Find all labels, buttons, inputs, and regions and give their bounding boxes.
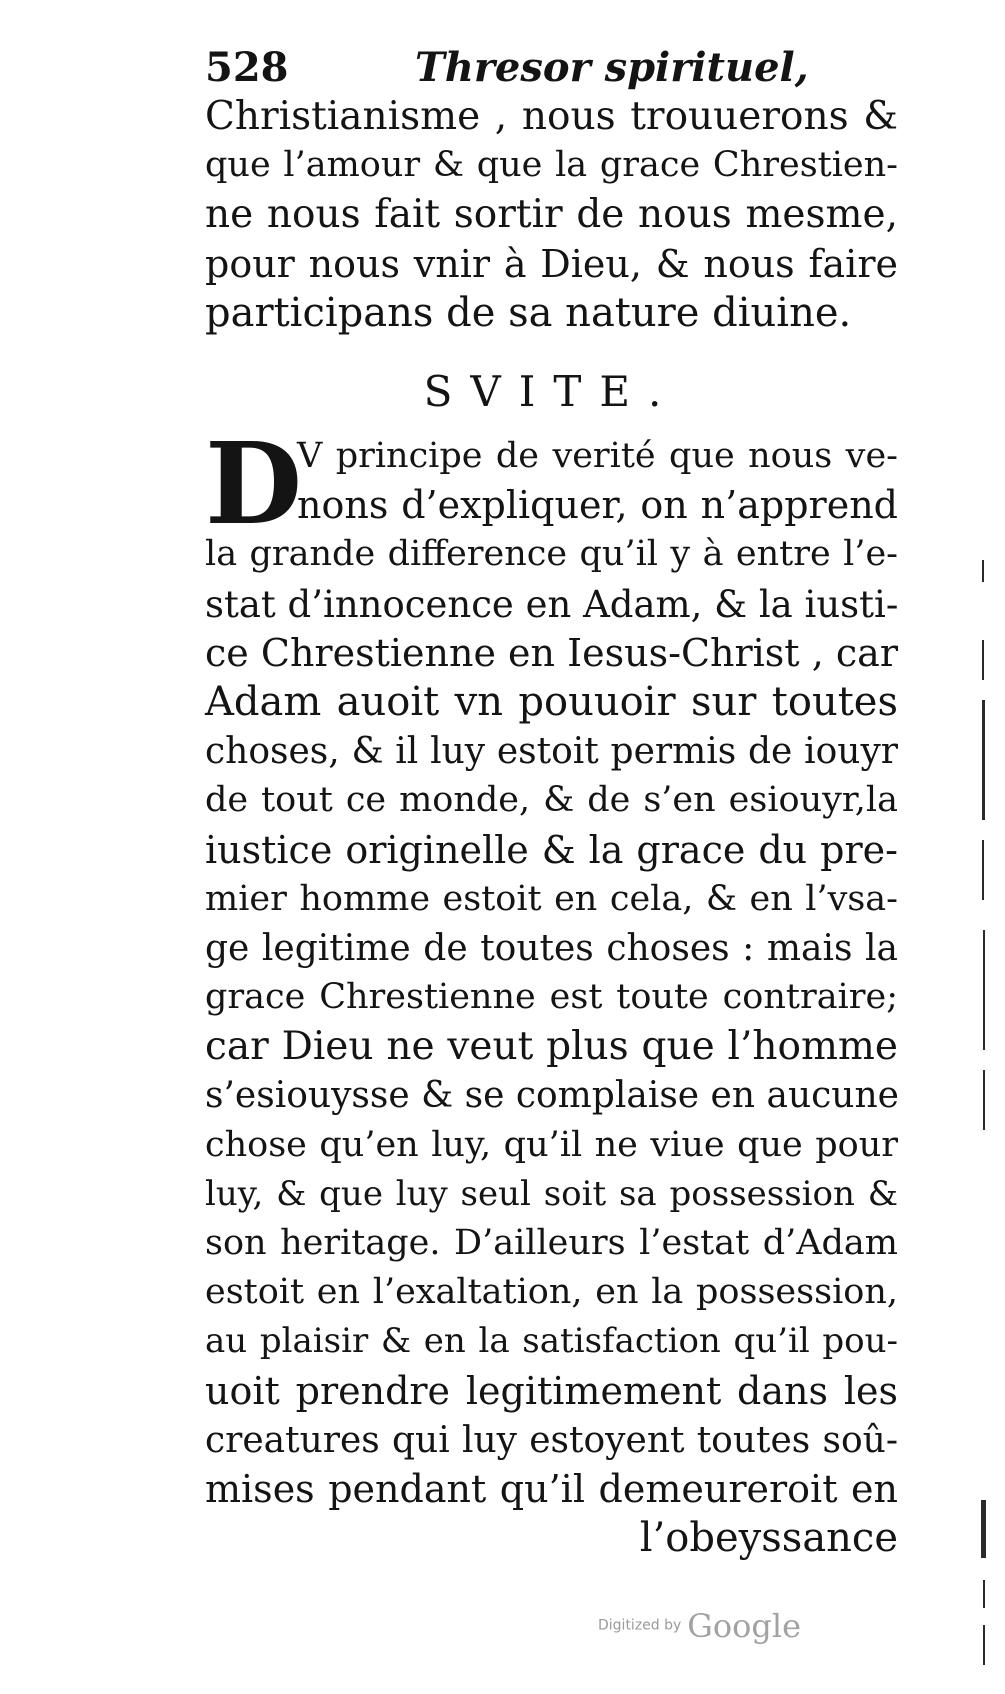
text-line: car Dieu ne veut plus que l’homme <box>205 1024 898 1070</box>
scan-mark <box>983 1625 985 1665</box>
google-wordmark: Google <box>687 1606 802 1645</box>
text-line: Adam auoit vn pouuoir sur toutes <box>205 678 898 725</box>
text-line: choses, & il luy estoit permis de iouyr <box>205 731 898 773</box>
text-line: s’esiouysse & se complaise en aucune <box>205 1075 899 1117</box>
paragraph-suite <box>205 419 899 1563</box>
running-head <box>205 42 809 94</box>
text-line: mier homme estoit en cela, & en l’vsa- <box>205 878 898 919</box>
text-line: iustice originelle & la grace du pre- <box>205 827 898 872</box>
opening-lines <box>205 419 898 550</box>
text-line: grace Chrestienne est toute contraire; <box>205 977 898 1018</box>
text-line: de tout ce monde, & de s’en esiouyr,la <box>205 780 898 821</box>
text-line: creatures qui luy estoyent toutes soû- <box>205 1419 898 1461</box>
text-line: participans de sa nature diuine. <box>205 289 852 336</box>
scan-mark <box>982 560 984 582</box>
text-line: ne nous fait sortir de nous mesme, <box>205 192 898 238</box>
digitized-by-label: Digitized by <box>598 1617 682 1634</box>
text-line: que l’amour & que la grace Chrestien- <box>205 145 898 186</box>
text-line: son heritage. D’ailleurs l’estat d’Adam <box>205 1223 898 1263</box>
section-heading: SVITE. <box>423 367 680 416</box>
paragraph-continuation <box>205 92 898 338</box>
text-line: uoit prendre legitimement dans les <box>205 1368 898 1413</box>
text-line: estoit en l’exaltation, en la possession, <box>205 1272 898 1313</box>
scan-mark <box>983 1580 985 1608</box>
scan-mark <box>982 700 985 820</box>
text-line: ge legitime de toutes choses : mais la <box>205 927 898 969</box>
text-line: au plaisir & en la satisfaction qu’il pou- <box>205 1321 898 1362</box>
scan-mark <box>982 640 984 680</box>
page-number: 528 <box>205 44 289 91</box>
scan-mark <box>983 930 985 1050</box>
digitization-watermark <box>598 1600 801 1650</box>
scan-mark <box>981 1500 986 1558</box>
text-line: V principe de verité que nous ve- <box>297 436 898 476</box>
text-line: luy, & que luy seul soit sa possession & <box>205 1173 898 1214</box>
text-line: la grande difference qu’il y à entre l’e- <box>205 534 898 575</box>
text-line: pour nous vnir à Dieu, & nous faire <box>205 241 898 286</box>
text-line: Christianisme , nous trouuerons & <box>205 94 898 139</box>
text-line: mises pendant qu’il demeureroit en <box>205 1466 898 1511</box>
drop-cap: D <box>205 419 303 550</box>
text-line: ce Chrestienne en Iesus-Christ , car <box>205 630 898 675</box>
catchword: l’obeyssance <box>639 1515 898 1562</box>
text-line: stat d’innocence en Adam, & la iusti- <box>205 582 899 626</box>
text-line: chose qu’en luy, qu’il ne viue que pour <box>205 1124 898 1165</box>
scan-mark <box>983 1070 985 1130</box>
running-title: Thresor spirituel, <box>415 44 809 91</box>
scan-mark <box>982 840 984 900</box>
text-line: nons d’expliquer, on n’apprend <box>297 483 898 528</box>
